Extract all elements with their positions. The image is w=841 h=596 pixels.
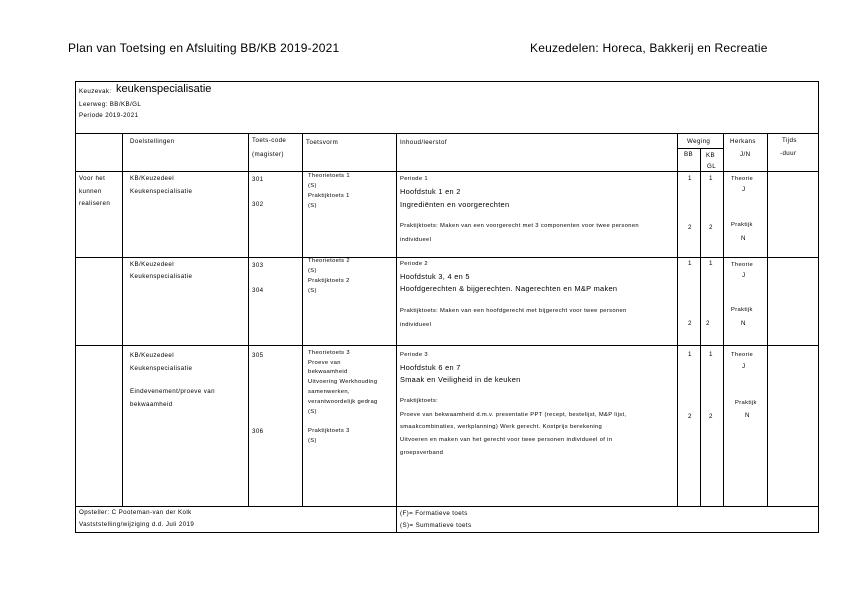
- toetsvorm: samenwerken,: [308, 389, 350, 395]
- legend-summatief: (S)= Summatieve toets: [400, 522, 472, 529]
- weging-kb: 2: [709, 413, 713, 420]
- eindterm: bekwaamheid: [130, 401, 173, 408]
- herkans: N: [741, 320, 746, 327]
- toetscode: 301: [252, 176, 264, 183]
- herkans: N: [741, 235, 746, 242]
- toetsvorm: (S): [308, 268, 317, 274]
- inhoud: Periode 2: [400, 261, 428, 267]
- weging-kb: 1: [709, 175, 713, 182]
- praktijk-omschrijving: individueel: [400, 322, 432, 328]
- side-text-1: Voor het: [79, 175, 106, 182]
- toetscode: 303: [252, 262, 264, 269]
- col-tijdsduur-sub: -duur: [780, 150, 797, 157]
- herkans: J: [742, 363, 746, 370]
- toetsvorm: Praktijktoets 2: [308, 278, 350, 284]
- inhoud: Ingrediënten en voorgerechten: [400, 200, 510, 209]
- praktijk-omschrijving: smaakcombinaties, werkplanning) Werk gerecht. Kostprijs berekening: [400, 424, 603, 430]
- inhoud: Periode 1: [400, 176, 428, 182]
- praktijk-omschrijving: Praktijktoets: Maken van een hoofdgerecht met bijgerecht voor twee personen: [400, 308, 627, 314]
- toetscode: 306: [252, 428, 264, 435]
- toetsvorm: Theorietoets 2: [308, 258, 350, 264]
- eindterm: Keukenspecialisatie: [130, 188, 193, 195]
- vaststelling-datum: Vastststelling/wijziging d.d. Juli 2019: [79, 521, 195, 528]
- col-herkans-sub: J/N: [740, 151, 751, 158]
- weging-kb: 1: [709, 351, 713, 358]
- herkans: J: [742, 272, 746, 279]
- herkans: Praktijk: [735, 400, 757, 406]
- herkans: Theorie: [731, 176, 754, 182]
- herkans: Praktijk: [731, 222, 753, 228]
- col-doelstellingen: Doelstellingen: [130, 138, 175, 145]
- herkans: J: [742, 186, 746, 193]
- col-weging-gl: GL: [707, 163, 717, 170]
- praktijk-omschrijving: Uitvoeren en maken van het gerecht voor twee personen individueel of in: [400, 437, 613, 443]
- eindterm: KB/Keuzedeel: [130, 261, 175, 268]
- herkans: Theorie: [731, 352, 754, 358]
- col-weging: Weging: [687, 138, 711, 145]
- side-text-2: kunnen: [79, 188, 102, 195]
- herkans: Praktijk: [731, 307, 753, 313]
- col-herkans: Herkans: [730, 138, 756, 145]
- eindterm: Keukenspecialisatie: [130, 365, 193, 372]
- weging-bb: 2: [688, 413, 692, 420]
- inhoud: Hoofdstuk 6 en 7: [400, 363, 461, 372]
- document-title: Plan van Toetsing en Afsluiting BB/KB 2019-2021: [68, 41, 340, 55]
- weging-bb: 2: [688, 320, 692, 327]
- inhoud: Hoofdgerechten & bijgerechten. Nagerechten en M&P maken: [400, 284, 618, 293]
- keuzevak-label: Keuzevak:: [79, 88, 112, 95]
- toetsvorm: (S): [308, 203, 317, 209]
- inhoud: Smaak en Veiligheid in de keuken: [400, 375, 521, 384]
- eindterm: KB/Keuzedeel: [130, 175, 175, 182]
- praktijk-omschrijving: individueel: [400, 237, 432, 243]
- eindterm: Eindevenement/proeve van: [130, 388, 215, 395]
- weging-bb: 1: [688, 175, 692, 182]
- toetsvorm: Uitvoering Werkhouding: [308, 379, 378, 385]
- toetsvorm: Proeve van: [308, 360, 341, 366]
- leerweg: Leerweg: BB/KB/GL: [79, 101, 142, 108]
- toetsvorm: Theorietoets 1: [308, 173, 350, 179]
- toetscode: 302: [252, 201, 264, 208]
- opsteller: Opsteller: C Pooteman-van der Kolk: [79, 509, 192, 516]
- toetsvorm: (S): [308, 183, 317, 189]
- toetsvorm: bekwaamheid: [308, 369, 348, 375]
- col-toetscode: Toets-code: [252, 137, 287, 144]
- eindterm: KB/Keuzedeel: [130, 352, 175, 359]
- col-toetsvorm: Toetsvorm: [306, 139, 339, 146]
- toetscode: 305: [252, 352, 264, 359]
- praktijk-omschrijving: Proeve van bekwaamheid d.m.v. presentatie PPT (recept, bestelijst, M&P lijst,: [400, 412, 627, 418]
- inhoud: Periode 3: [400, 352, 428, 358]
- herkans: N: [745, 412, 750, 419]
- inhoud: Hoofdstuk 3, 4 en 5: [400, 272, 470, 281]
- weging-kb: 2: [706, 320, 710, 327]
- toetsvorm: (S): [308, 438, 317, 444]
- weging-bb: 1: [688, 260, 692, 267]
- col-weging-bb: BB: [684, 151, 694, 158]
- weging-kb: 1: [709, 260, 713, 267]
- side-text-3: realiseren: [79, 200, 111, 207]
- praktijk-omschrijving: Praktijktoets:: [400, 398, 439, 404]
- toetsvorm: verantwoordelijk gedrag: [308, 399, 378, 405]
- col-tijdsduur: Tijds: [782, 137, 797, 144]
- periode: Periode 2019-2021: [79, 112, 139, 119]
- herkans: Theorie: [731, 262, 754, 268]
- col-inhoud: Inhoud/leerstof: [400, 139, 447, 146]
- weging-kb: 2: [709, 224, 713, 231]
- toetsvorm: (S): [308, 409, 317, 415]
- toetsvorm: Praktijktoets 1: [308, 193, 350, 199]
- toetscode: 304: [252, 287, 264, 294]
- legend-formatief: (F)= Formatieve toets: [400, 510, 468, 517]
- document-subtitle: Keuzedelen: Horeca, Bakkerij en Recreatie: [530, 41, 768, 55]
- col-toetscode-sub: (magister): [252, 151, 284, 158]
- praktijk-omschrijving: groepsverband: [400, 450, 444, 456]
- toetsvorm: (S): [308, 288, 317, 294]
- keuzevak-value: keukenspecialisatie: [116, 83, 212, 95]
- toetsvorm: Praktijktoets 3: [308, 428, 350, 434]
- weging-bb: 2: [688, 224, 692, 231]
- col-weging-kb: KB: [706, 152, 716, 159]
- praktijk-omschrijving: Praktijktoets: Maken van een voorgerecht met 3 componenten voor twee personen: [400, 223, 639, 229]
- inhoud: Hoofdstuk 1 en 2: [400, 187, 461, 196]
- weging-bb: 1: [688, 351, 692, 358]
- eindterm: Keukenspecialisatie: [130, 273, 193, 280]
- toetsvorm: Theorietoets 3: [308, 350, 350, 356]
